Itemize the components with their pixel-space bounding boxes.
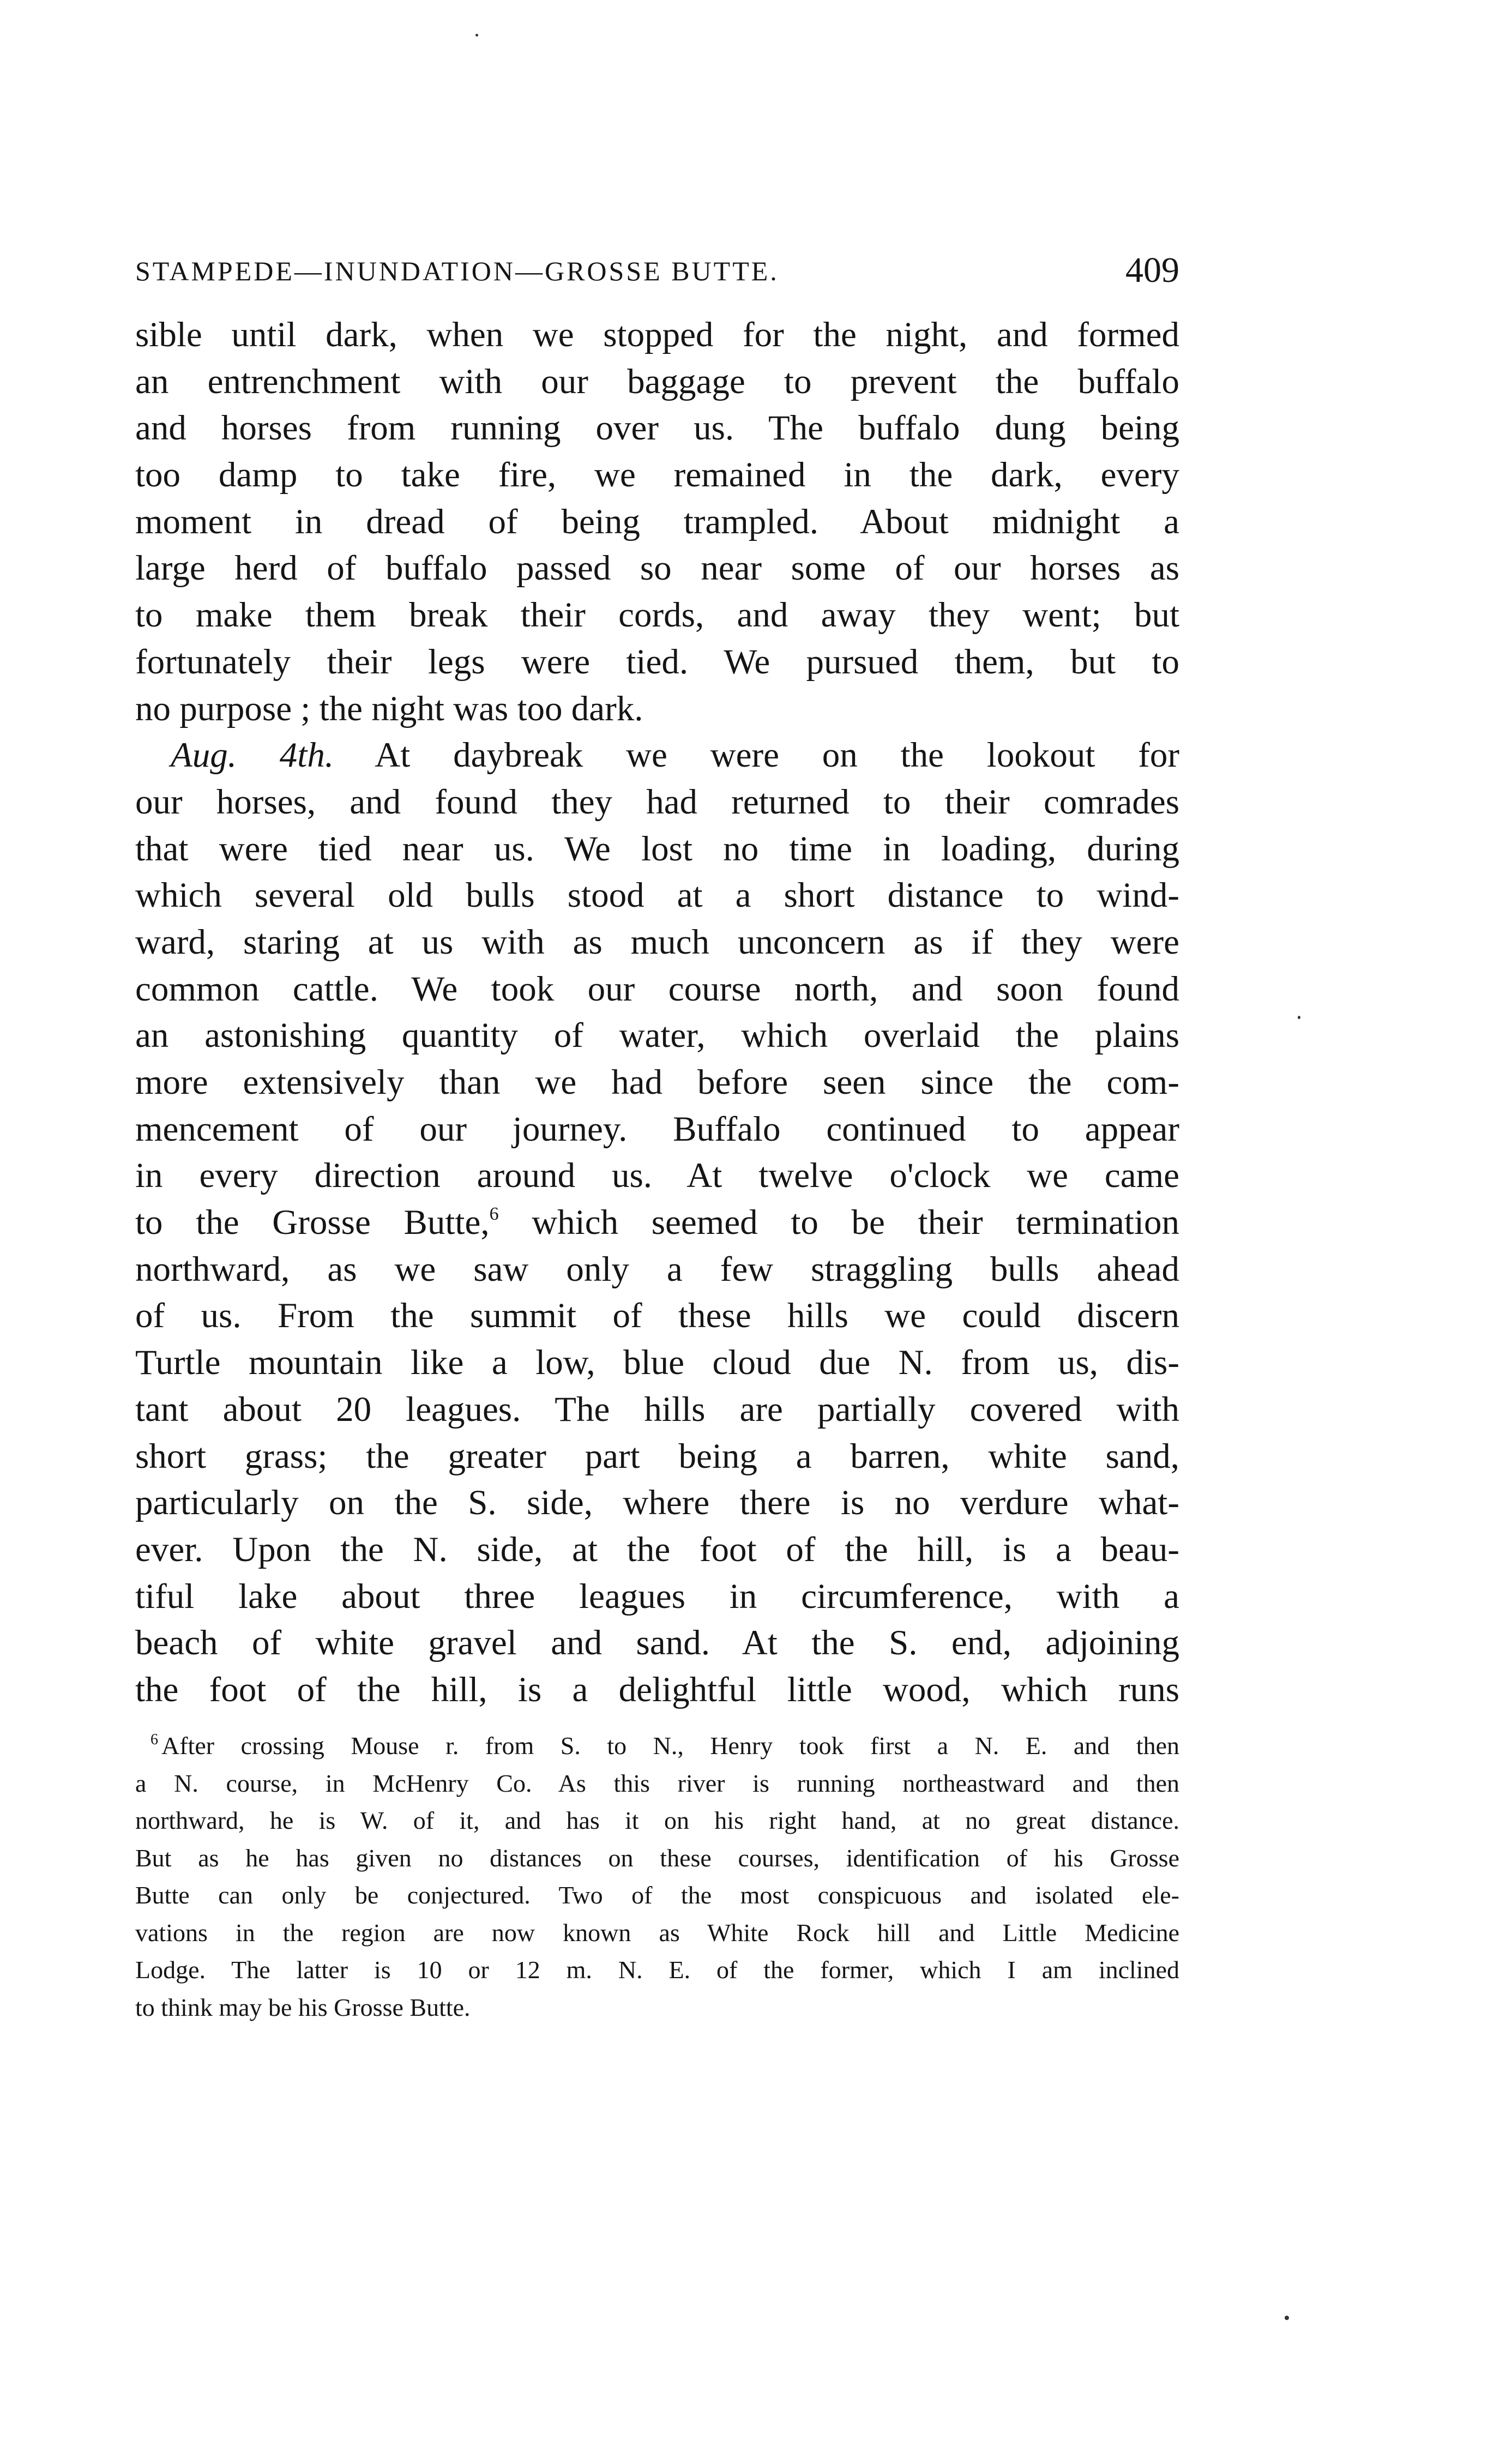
scan-speck xyxy=(475,34,478,37)
footnote-line: vations in the region are now known as White Rock hill and Little Medicine xyxy=(135,1918,1179,1947)
footnote-line: to think may be his Grosse Butte. xyxy=(135,1993,471,2021)
text-line: tiful lake about three leagues in circumference, with a xyxy=(135,1576,1179,1616)
text-line: beach of white gravel and sand. At the S. end, adjoining xyxy=(135,1623,1179,1663)
footnote-first-line: After crossing Mouse r. from S. to N., Henry took first a N. E. and then xyxy=(161,1732,1179,1760)
text-line: moment in dread of being trampled. About midnight a xyxy=(135,502,1179,541)
text-line: the foot of the hill, is a delightful little wood, which runs xyxy=(135,1670,1179,1709)
text-line: large herd of buffalo passed so near some of our horses as xyxy=(135,549,1179,588)
text-line: to make them break their cords, and away they went; but xyxy=(135,595,1179,635)
text-line: no purpose ; the night was too dark. xyxy=(135,689,643,728)
running-head: STAMPEDE—INUNDATION—GROSSE BUTTE. xyxy=(135,256,779,286)
text-line: an entrenchment with our baggage to prevent the buffalo xyxy=(135,362,1179,401)
footnote-marker: 6 xyxy=(150,1731,158,1748)
page-number: 409 xyxy=(1125,250,1179,290)
grosse-butte-text-rest: which seemed to be their termination xyxy=(498,1203,1179,1243)
text-line: more extensively than we had before seen since the com- xyxy=(135,1063,1179,1102)
text-line: mencement of our journey. Buffalo continued to appear xyxy=(135,1109,1179,1149)
text-line: which several old bulls stood at a short distance to wind- xyxy=(135,876,1179,915)
body-text xyxy=(135,312,1179,1714)
footnote-line: northward, he is W. of it, and has it on his right hand, at no great distance. xyxy=(135,1806,1179,1834)
date-label: Aug. 4th. xyxy=(171,736,334,775)
footnote-block xyxy=(135,1727,1179,2026)
text-line: fortunately their legs were tied. We pursued them, but to xyxy=(135,642,1179,682)
footnote-line: a N. course, in McHenry Co. As this river is running northeastward and then xyxy=(135,1769,1179,1797)
text-line: and horses from running over us. The buffalo dung being xyxy=(135,408,1179,448)
text-line: in every direction around us. At twelve o'clock we came xyxy=(135,1156,1179,1196)
footnote-line: Butte can only be conjectured. Two of the most conspicuous and isolated ele- xyxy=(135,1881,1179,1909)
text-line: tant about 20 leagues. The hills are partially covered with xyxy=(135,1389,1179,1429)
footnote-line: Lodge. The latter is 10 or 12 m. N. E. of the former, which I am inclined xyxy=(135,1956,1179,1984)
text-line: our horses, and found they had returned to their comrades xyxy=(135,782,1179,822)
text-line: Turtle mountain like a low, blue cloud due N. from us, dis- xyxy=(135,1343,1179,1383)
text-line: northward, as we saw only a few straggling bulls ahead xyxy=(135,1249,1179,1289)
text-line: ward, staring at us with as much unconcern as if they were xyxy=(135,922,1179,962)
text-line: of us. From the summit of these hills we could discern xyxy=(135,1296,1179,1336)
page-header xyxy=(135,246,1179,296)
text-line: too damp to take fire, we remained in the dark, every xyxy=(135,455,1179,495)
text-line: sible until dark, when we stopped for the night, and formed xyxy=(135,315,1179,354)
text-line: common cattle. We took our course north, and soon found xyxy=(135,969,1179,1009)
scan-speck xyxy=(1298,1016,1300,1019)
text-line: an astonishing quantity of water, which overlaid the plains xyxy=(135,1016,1179,1056)
footnote-line: But as he has given no distances on these courses, identification of his Grosse xyxy=(135,1843,1179,1872)
text-line: particularly on the S. side, where there is no verdure what- xyxy=(135,1483,1179,1523)
grosse-butte-text: to the Grosse Butte, xyxy=(135,1203,490,1243)
text-line: ever. Upon the N. side, at the foot of the hill, is a beau- xyxy=(135,1529,1179,1569)
text-line: that were tied near us. We lost no time in loading, during xyxy=(135,829,1179,869)
text-line-date xyxy=(135,732,1179,779)
date-line-text: At daybreak we were on the lookout for xyxy=(334,736,1179,775)
text-line: short grass; the greater part being a barren, white sand, xyxy=(135,1436,1179,1476)
scan-speck xyxy=(1285,2316,1289,2320)
footnote-reference[interactable]: 6 xyxy=(489,1204,499,1225)
footnote-line xyxy=(135,1727,1179,1765)
text-line-with-footnote xyxy=(135,1200,1179,1246)
